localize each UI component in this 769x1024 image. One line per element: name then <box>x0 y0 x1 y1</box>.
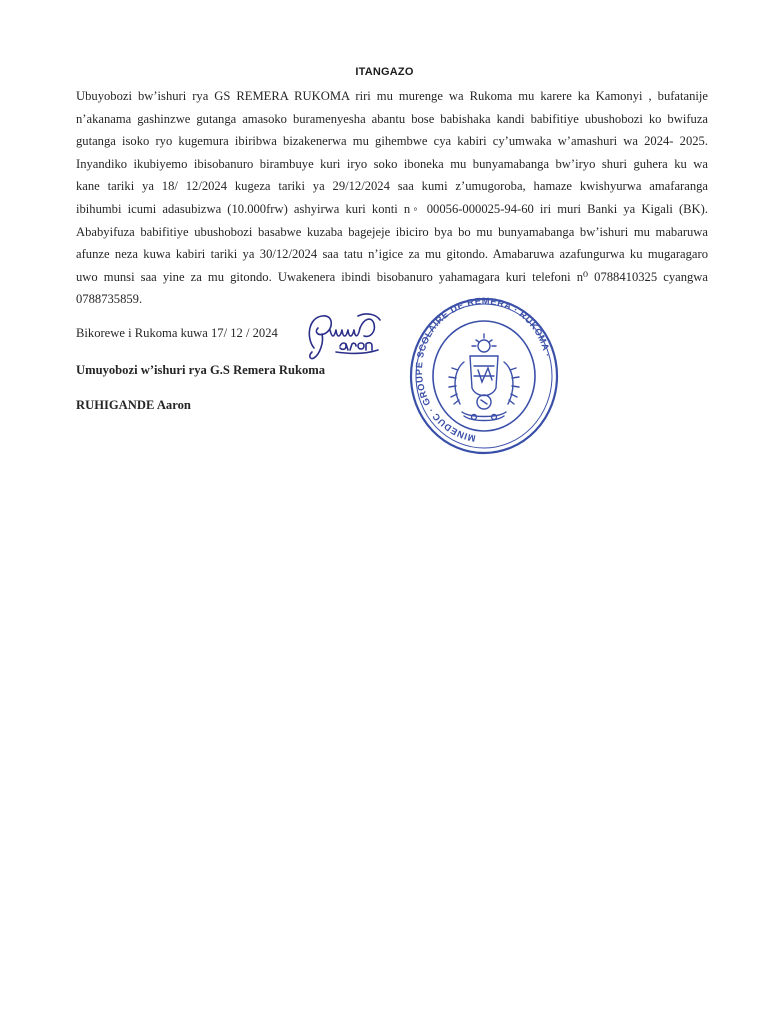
signer-name: RUHIGANDE Aaron <box>76 398 191 412</box>
stamp-ring-text: MINEDUC · GROUPE SCOLAIRE DE REMERA · RUKOMA · <box>413 296 553 444</box>
body-line: Ubuyobozi bw’ishuri rya GS REMERA RUKOMA riri mu murenge wa Rukoma mu karere ka Kamonyi , bufatanije <box>76 89 708 103</box>
announcement-body <box>76 85 708 311</box>
body-line: afunze neza kuwa kabiri tariki ya 30/12/2024 saa tatu n’igice za mu gitondo. Amabaruwa azafungurwa ku mugaragaro <box>76 247 708 262</box>
body-line: n’akanama gashinzwe gutanga amasoko buramenyesha abantu bose babishaka kandi babifitiye ubushobozi ko bwifuza <box>76 111 708 126</box>
document-title: ITANGAZO <box>355 66 414 78</box>
body-line: Inyandiko ikubiyemo ibisobanuro birambuye kuri iryo soko iboneka mu bunyamabanga bw’iryo shuri guhera ku wa <box>76 156 708 171</box>
signature-icon <box>300 308 390 366</box>
svg-text:MINEDUC · GROUPE SCOLAIRE DE R <box>414 296 553 443</box>
body-line: kane tariki ya 18/ 12/2024 kugeza tariki ya 29/12/2024 saa kumi z’umugoroba, hamaze kwishyurwa amafaranga <box>76 179 708 194</box>
rwanda-coat-of-arms-icon <box>449 334 519 421</box>
body-line: 0788735859. <box>76 292 143 307</box>
body-line: gutanga isoko ryo kugemura ibiribwa bizakenerwa mu gihembwe cya kabiri cy’umwaka w’amashuri wa 2024- 2025. <box>76 134 708 149</box>
body-line: ibihumbi icumi adasubizwa (10.000frw) ashyirwa kuri konti n◦ 00056-000025-94-60 iri muri Banki ya Kigali (BK). <box>76 201 708 216</box>
body-line: uwo munsi saa yine za mu gitondo. Uwakenera ibindi bisobanuro yahamagara kuri telefoni n⁰ 0788410325 cyangwa <box>76 269 708 284</box>
body-line: Ababyifuza babifitiye ubushobozi basabwe kuzaba bagejeje ibiciro bya bo mu bunyamabanga bw’ishuri mu mabaruwa <box>76 224 708 239</box>
official-stamp-icon <box>408 296 560 456</box>
signer-role: Umuyobozi w’ishuri rya G.S Remera Rukoma <box>76 363 326 377</box>
place-and-date: Bikorewe i Rukoma kuwa 17/ 12 / 2024 <box>76 326 278 340</box>
